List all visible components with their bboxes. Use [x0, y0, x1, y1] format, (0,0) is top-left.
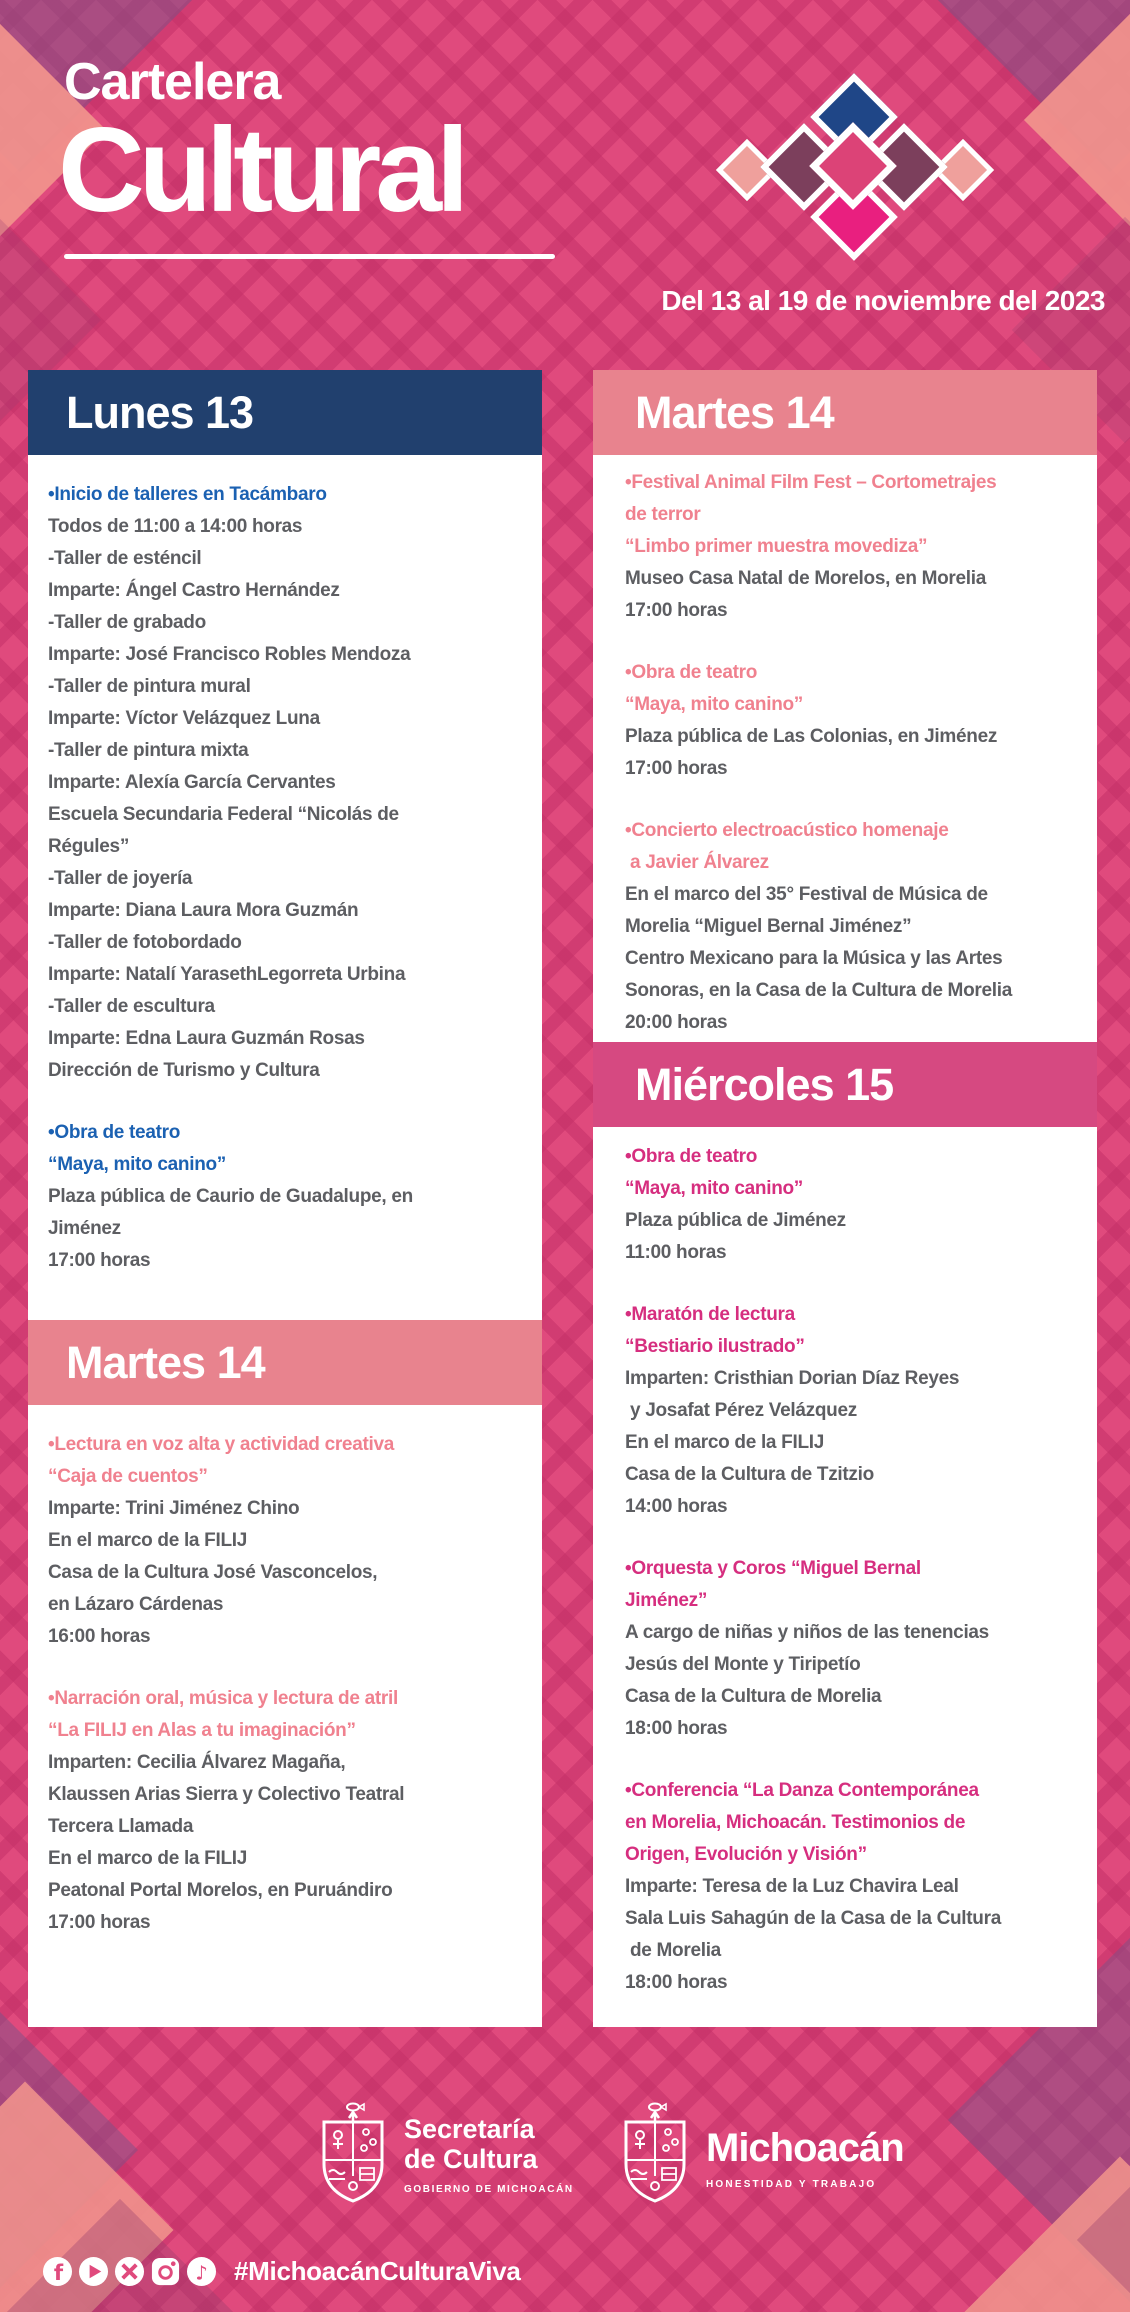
event-title-line: de terror — [625, 504, 701, 525]
event-block — [625, 815, 1091, 1039]
day-header: Lunes 13 — [28, 370, 542, 455]
event-detail-line: 11:00 horas — [625, 1242, 727, 1263]
facebook-icon — [42, 2256, 73, 2287]
day-header: Martes 14 — [593, 370, 1097, 455]
event-detail-line: Plaza pública de Las Colonias, en Jiménez — [625, 726, 998, 747]
event-detail-line: -Taller de pintura mural — [48, 676, 251, 697]
event-block — [625, 1141, 1091, 1269]
event-detail-line: Museo Casa Natal de Morelos, en Morelia — [625, 568, 987, 589]
event-detail-line: Casa de la Cultura de Morelia — [625, 1686, 882, 1707]
event-block — [625, 467, 1091, 627]
event-detail-line: 18:00 horas — [625, 1972, 728, 1993]
event-detail-line: de Morelia — [625, 1940, 721, 1961]
event-block — [48, 1117, 534, 1277]
event-detail-line: En el marco de la FILIJ — [625, 1432, 825, 1453]
day-content — [28, 455, 542, 1320]
day-card-column-right — [593, 370, 1097, 2027]
event-title-line: •Maratón de lectura — [625, 1304, 795, 1325]
event-title-line: •Conferencia “La Danza Contemporánea — [625, 1780, 979, 1801]
secretaria-subtitle: GOBIERNO DE MICHOACÁN — [404, 2184, 574, 2195]
event-detail-line: Dirección de Turismo y Cultura — [48, 1060, 320, 1081]
social-icons-row — [42, 2256, 521, 2287]
svg-text:f: f — [53, 2261, 64, 2287]
event-detail-line: Sala Luis Sahagún de la Casa de la Cultura — [625, 1908, 1001, 1929]
event-title-line: a Javier Álvarez — [625, 852, 769, 873]
youtube-icon — [78, 2256, 109, 2287]
event-detail-line: Imparte: Víctor Velázquez Luna — [48, 708, 320, 729]
day-content — [593, 1127, 1097, 2027]
michoacan-subtitle: HONESTIDAD Y TRABAJO — [706, 2179, 877, 2190]
event-detail-line: Jesús del Monte y Tiripetío — [625, 1654, 861, 1675]
event-detail-line: Peatonal Portal Morelos, en Puruándiro — [48, 1880, 393, 1901]
event-title-line: •Lectura en voz alta y actividad creativa — [48, 1434, 395, 1455]
event-detail-line: -Taller de fotobordado — [48, 932, 242, 953]
event-detail-line: -Taller de pintura mixta — [48, 740, 249, 761]
day-header: Miércoles 15 — [593, 1042, 1097, 1127]
secretaria-cultura-wordmark — [404, 2114, 574, 2195]
event-detail-line: -Taller de escultura — [48, 996, 215, 1017]
event-detail-line: Tercera Llamada — [48, 1816, 194, 1837]
event-title-line: “Bestiario ilustrado” — [625, 1336, 805, 1357]
tiktok-icon — [186, 2256, 217, 2287]
michoacan-shield-icon — [618, 2100, 692, 2206]
event-title-line: •Festival Animal Film Fest – Cortometrajes — [625, 472, 997, 493]
event-detail-line: 17:00 horas — [48, 1250, 151, 1271]
x-icon — [114, 2256, 145, 2287]
event-detail-line: Imparte: Teresa de la Luz Chavira Leal — [625, 1876, 959, 1897]
event-title-line: •Narración oral, música y lectura de atril — [48, 1688, 398, 1709]
event-title-line: “Maya, mito canino” — [625, 694, 804, 715]
event-block — [48, 1683, 534, 1939]
event-block — [48, 479, 534, 1087]
event-detail-line: Casa de la Cultura de Tzitzio — [625, 1464, 874, 1485]
event-title-line: “La FILIJ en Alas a tu imaginación” — [48, 1720, 356, 1741]
event-title-line: •Concierto electroacústico homenaje — [625, 820, 949, 841]
secretaria-line2: de Cultura — [404, 2144, 538, 2174]
event-block — [625, 1299, 1091, 1523]
day-header: Martes 14 — [28, 1320, 542, 1405]
event-block — [625, 657, 1091, 785]
secretaria-line1: Secretaría — [404, 2114, 535, 2144]
event-title-line: •Obra de teatro — [625, 662, 758, 683]
event-block — [48, 1429, 534, 1653]
secretaria-cultura-shield-icon — [316, 2100, 390, 2206]
poster-title-line2: Cultural — [58, 103, 464, 237]
event-block — [625, 1775, 1091, 1999]
event-detail-line: Imparten: Cristhian Dorian Díaz Reyes — [625, 1368, 960, 1389]
poster-title-line1: Cartelera — [64, 53, 281, 111]
michoacan-title: Michoacán — [706, 2126, 904, 2170]
title-underline — [64, 254, 555, 259]
event-detail-line: Imparte: Alexía García Cervantes — [48, 772, 336, 793]
event-title-line: •Obra de teatro — [625, 1146, 758, 1167]
event-detail-line: 17:00 horas — [625, 758, 728, 779]
event-detail-line: Régules” — [48, 836, 130, 857]
event-detail-line: 14:00 horas — [625, 1496, 728, 1517]
event-detail-line: Imparte: Ángel Castro Hernández — [48, 580, 340, 601]
day-card-column-left — [28, 370, 542, 2027]
event-detail-line: 16:00 horas — [48, 1626, 151, 1647]
event-title-line: en Morelia, Michoacán. Testimonios de — [625, 1812, 966, 1833]
event-detail-line: Imparte: Diana Laura Mora Guzmán — [48, 900, 359, 921]
event-detail-line: Imparten: Cecilia Álvarez Magaña, — [48, 1752, 346, 1773]
event-title-line: “Caja de cuentos” — [48, 1466, 208, 1487]
day-content — [593, 455, 1097, 1042]
event-detail-line: En el marco de la FILIJ — [48, 1530, 248, 1551]
event-title-line: “Maya, mito canino” — [48, 1154, 227, 1175]
event-detail-line: Escuela Secundaria Federal “Nicolás de — [48, 804, 399, 825]
event-title-line: •Obra de teatro — [48, 1122, 181, 1143]
hashtag-text: #MichoacánCulturaViva — [234, 2256, 521, 2286]
event-title-line: •Orquesta y Coros “Miguel Bernal — [625, 1558, 921, 1579]
event-detail-line: 17:00 horas — [48, 1912, 151, 1933]
event-detail-line: Morelia “Miguel Bernal Jiménez” — [625, 916, 912, 937]
event-detail-line: -Taller de joyería — [48, 868, 193, 889]
event-detail-line: En el marco del 35° Festival de Música de — [625, 884, 988, 905]
event-detail-line: 18:00 horas — [625, 1718, 728, 1739]
event-title-line: Jiménez” — [625, 1590, 708, 1611]
event-detail-line: 17:00 horas — [625, 600, 728, 621]
event-detail-line: Casa de la Cultura José Vasconcelos, — [48, 1562, 378, 1583]
logo-diamond-center — [809, 122, 897, 210]
svg-text:♪: ♪ — [195, 2261, 208, 2285]
event-detail-line: En el marco de la FILIJ — [48, 1848, 248, 1869]
michoacan-wordmark — [706, 2126, 904, 2190]
event-detail-line: y Josafat Pérez Velázquez — [625, 1400, 857, 1421]
event-detail-line: Plaza pública de Caurio de Guadalupe, en — [48, 1186, 413, 1207]
event-detail-line: Todos de 11:00 a 14:00 horas — [48, 516, 303, 537]
event-detail-line: -Taller de grabado — [48, 612, 206, 633]
event-block — [625, 1553, 1091, 1745]
event-detail-line: Plaza pública de Jiménez — [625, 1210, 846, 1231]
event-detail-line: Jiménez — [48, 1218, 121, 1239]
instagram-icon — [150, 2256, 181, 2287]
event-detail-line: Imparte: José Francisco Robles Mendoza — [48, 644, 411, 665]
date-range: Del 13 al 19 de noviembre del 2023 — [661, 285, 1105, 316]
event-detail-line: -Taller de esténcil — [48, 548, 202, 569]
event-title-line: “Maya, mito canino” — [625, 1178, 804, 1199]
event-detail-line: Imparte: Natalí YarasethLegorreta Urbina — [48, 964, 406, 985]
day-content — [28, 1405, 542, 2027]
event-detail-line: en Lázaro Cárdenas — [48, 1594, 224, 1615]
event-title-line: Origen, Evolución y Visión” — [625, 1844, 867, 1865]
event-title-line: “Limbo primer muestra movediza” — [625, 536, 928, 557]
event-detail-line: Sonoras, en la Casa de la Cultura de Morelia — [625, 980, 1012, 1001]
event-detail-line: A cargo de niñas y niños de las tenencias — [625, 1622, 989, 1643]
event-detail-line: 20:00 horas — [625, 1012, 728, 1033]
event-detail-line: Centro Mexicano para la Música y las Artes — [625, 948, 1003, 969]
event-detail-line: Imparte: Trini Jiménez Chino — [48, 1498, 300, 1519]
event-title-line: •Inicio de talleres en Tacámbaro — [48, 484, 327, 505]
event-detail-line: Imparte: Edna Laura Guzmán Rosas — [48, 1028, 365, 1049]
event-detail-line: Klaussen Arias Sierra y Colectivo Teatral — [48, 1784, 405, 1805]
